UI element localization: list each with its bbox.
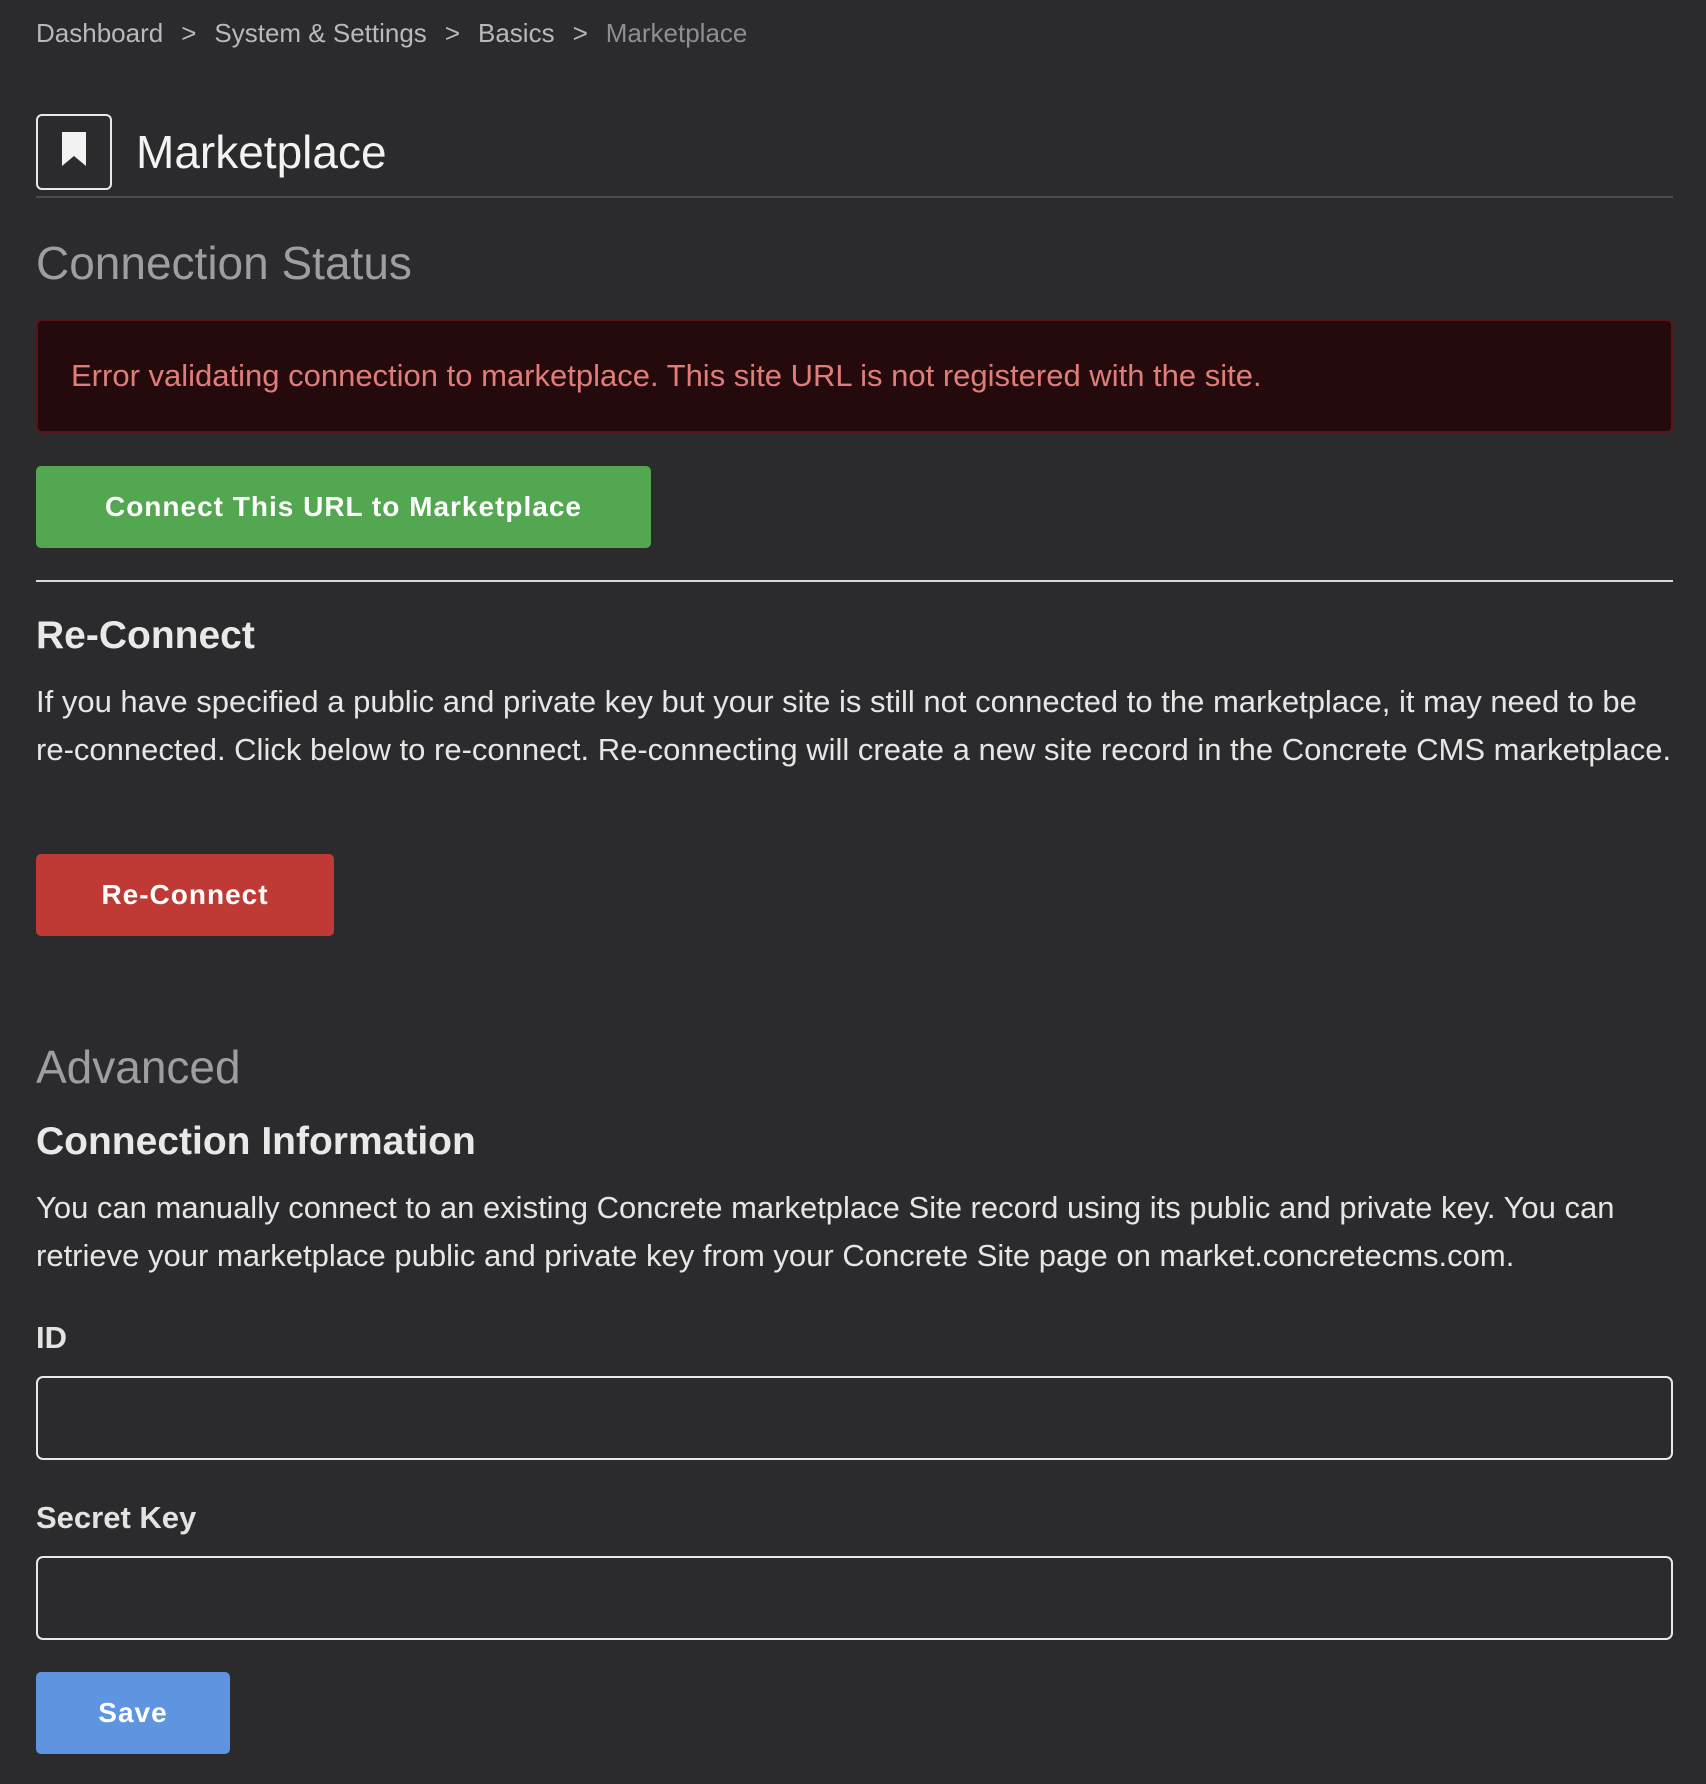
reconnect-heading: Re-Connect: [36, 614, 255, 657]
breadcrumb-basics[interactable]: Basics: [478, 18, 555, 48]
breadcrumb-current: Marketplace: [605, 18, 748, 48]
breadcrumb-separator: >: [181, 18, 197, 48]
bookmark-icon: [60, 130, 88, 173]
reconnect-description: If you have specified a public and private key but your site is still not connected to the marketplace, it may need to be re-connected. Click below to re-connect. Re-connecting will create a new site record in the Concrete CMS marketplace.: [36, 684, 1672, 767]
error-alert-message: Error validating connection to marketplace. This site URL is not registered with the site.: [71, 358, 1262, 393]
breadcrumb-system-settings[interactable]: System & Settings: [214, 18, 427, 48]
page-title: Marketplace: [136, 125, 387, 178]
secret-key-label: Secret Key: [36, 1500, 197, 1535]
page-header: [36, 94, 387, 210]
connection-info-heading: Connection Information: [36, 1120, 476, 1163]
advanced-heading: Advanced: [36, 1041, 241, 1093]
reconnect-button[interactable]: Re-Connect: [36, 854, 334, 936]
header-icon-box: [36, 114, 112, 190]
connection-status-heading: Connection Status: [36, 237, 412, 289]
id-label: ID: [36, 1320, 67, 1355]
save-button[interactable]: Save: [36, 1672, 230, 1754]
id-input[interactable]: [36, 1376, 1673, 1460]
breadcrumb: [36, 18, 747, 49]
connect-url-button[interactable]: Connect This URL to Marketplace: [36, 466, 651, 548]
secret-key-input[interactable]: [36, 1556, 1673, 1640]
error-alert: [36, 319, 1673, 433]
breadcrumb-separator: >: [572, 18, 588, 48]
header-divider: [36, 196, 1673, 198]
breadcrumb-dashboard[interactable]: Dashboard: [36, 18, 164, 48]
section-divider: [36, 580, 1673, 582]
breadcrumb-separator: >: [444, 18, 460, 48]
connection-info-description: You can manually connect to an existing Concrete marketplace Site record using its public and private key. You can retrieve your marketplace public and private key from your Concrete Site page on market.concretecms.com.: [36, 1190, 1615, 1273]
